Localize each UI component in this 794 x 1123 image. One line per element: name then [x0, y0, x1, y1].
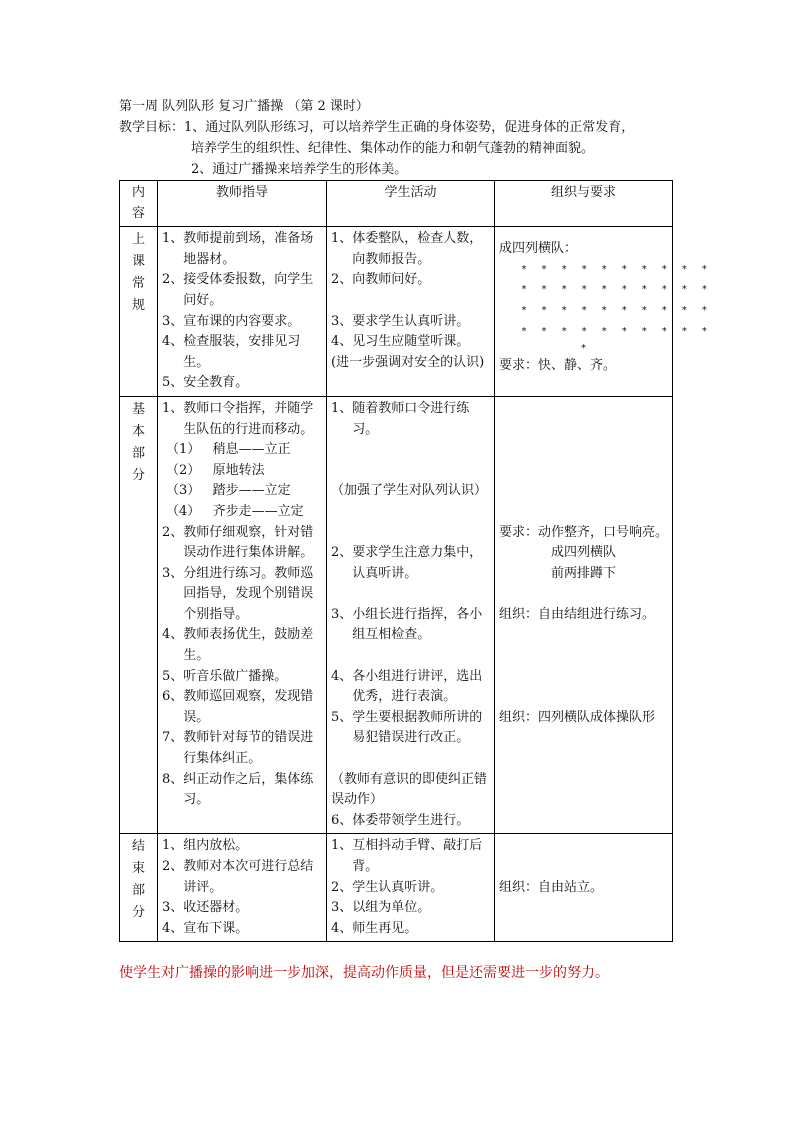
header-content-line1: 内 — [131, 185, 145, 200]
student-cell-ending: 1、 互相抖动手臂、敲打后背。 2、 学生认真听讲。 3、 以组为单位。 4、 师生再见。 — [327, 834, 495, 942]
teacher-cell-ending: 1、 组内放松。 2、 教师对本次可进行总结讲评。 3、 收还器材。 4、 宣布下课。 — [158, 834, 327, 942]
reflection-note: 使学生对广播操的影响进一步加深，提高动作质量，但是还需要进一步的努力。 — [119, 965, 609, 981]
table-header-row — [120, 181, 673, 227]
goal-line-2: 2、通过广播操来培养学生的形体美。 — [191, 162, 408, 177]
org-free-stand: 组织：自由站立。 — [499, 879, 604, 895]
org-cell-ending — [495, 834, 673, 942]
org-cell-routine — [495, 227, 712, 397]
formation-diagram: * * * * * * * * * * * * * * * * * * * * * * * * * * * * * * * * * * * * * * * * * — [521, 263, 712, 355]
section-label-basic: 基 本 部 分 — [120, 396, 158, 833]
org-requirement: 要求：动作整齐，口号响亮。 — [499, 524, 669, 540]
student-cell-routine: 1、 体委整队，检查人数，向教师报告。 2、 向教师问好。 3、 要求学生认真听讲。 4、 见习生应随堂听课。 (进一步强调对安全的认识) — [327, 227, 495, 397]
student-note-1: （加强了学生对队列认识） — [331, 483, 488, 499]
org-formation: 成四列横队 — [550, 545, 616, 561]
table-row-routine — [120, 227, 673, 397]
org-group-practice: 组织：自由结组进行练习。 — [499, 606, 656, 622]
goal-line-1: 教学目标：1、通过队列队形练习，可以培养学生正确的身体姿势，促进身体的正常发育， — [119, 120, 635, 135]
goal-line-1-continued: 培养学生的组织性、纪律性、集体动作的能力和朝气蓬勃的精神面貌。 — [191, 141, 595, 156]
header-cell-student: 学生活动 — [327, 181, 495, 227]
org-gym-formation: 组织：四列横队成体操队形 — [499, 709, 656, 725]
header-cell-organization: 组织与要求 — [495, 181, 673, 227]
org-squat: 前两排蹲下 — [550, 565, 616, 581]
teacher-cell-basic: 1、 教师口令指挥，并随学生队伍的行进而移动。 （1） 稍息——立正 （2） 原地转法 （3） 踏步——立定 （4） 齐步走——立定 2、 教师仔细观察，针对错误动作进行集体讲解。 3、 分组进行练习。教师巡回指导，发现个别错误个别指导。 4、 教师表扬优生，鼓励差生。 5、 听音乐做广播操。 6、 教师巡回观察，发现错误。 7、 教师针对每节的错误进行集体纠正。 8、 纠正动作之后，集体练习。 — [158, 396, 327, 833]
formation-label: 成四列横队： — [499, 241, 578, 257]
table-row-ending — [120, 834, 673, 942]
student-note-2: （教师有意识的即使纠正错误动作） — [331, 771, 488, 808]
student-note: (进一步强调对安全的认识) — [331, 354, 485, 370]
student-cell-basic: 1、 随着教师口令进行练习。 （加强了学生对队列认识） 2、 要求学生注意力集中，认真听讲。 3、 小组长进行指挥，各小组互相检查。 4、 各小组进行讲评，选出优秀，进行表演。 5、 学生要根据教师所讲的易犯错误进行改正。 （教师有意识的即使纠正错误动作） 6、 体委带领学生进行。 — [327, 396, 495, 833]
org-cell-basic — [495, 396, 673, 833]
header-cell-content — [120, 181, 158, 227]
lesson-plan-table — [119, 180, 712, 942]
header-content-line2: 容 — [131, 205, 145, 221]
lesson-title: 第一周 队列队形 复习广播操 （第 2 课时） — [119, 99, 369, 114]
teacher-cell-routine: 1、 教师提前到场，准备场地器材。 2、 接受体委报数，向学生问好。 3、 宣布课的内容要求。 4、 检查服装，安排见习生。 5、 安全教育。 — [158, 227, 327, 397]
table-row-basic — [120, 396, 673, 833]
section-label-ending: 结 束 部 分 — [120, 834, 158, 942]
section-label-routine: 上 课 常 规 — [120, 227, 158, 397]
requirement-label: 要求：快、静、齐。 — [499, 358, 617, 374]
header-cell-teacher: 教师指导 — [158, 181, 327, 227]
